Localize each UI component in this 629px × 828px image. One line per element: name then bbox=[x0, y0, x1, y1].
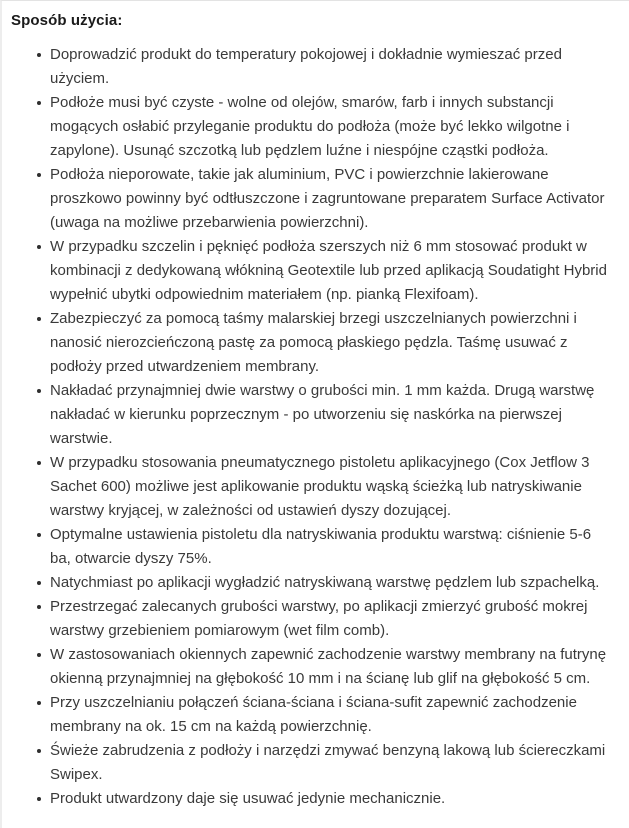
list-item bbox=[2, 307, 615, 379]
usage-instructions-list bbox=[2, 31, 629, 811]
bullet-icon bbox=[37, 749, 41, 753]
list-item-text: Produkt utwardzony daje się usuwać jedynie mechanicznie. bbox=[50, 790, 446, 807]
bullet-icon bbox=[37, 173, 41, 177]
list-item bbox=[2, 787, 615, 811]
list-item-text: W przypadku stosowania pneumatycznego pistoletu aplikacyjnego (Cox Jetflow 3 Sachet 600) możliwe jest aplikowanie produktu wąską ścieżką lub natryskiwanie warstwy kryjącej, w zależności od ustawień dyszy dozującej. bbox=[50, 454, 590, 519]
bullet-icon bbox=[37, 317, 41, 321]
list-item-text: Przy uszczelnianiu połączeń ściana-ściana i ściana-sufit zapewnić zachodzenie membrany na ok. 15 cm na każdą powierzchnię. bbox=[50, 694, 577, 735]
list-item bbox=[2, 691, 615, 739]
bullet-icon bbox=[37, 245, 41, 249]
list-item-text: W przypadku szczelin i pęknięć podłoża szerszych niż 6 mm stosować produkt w kombinacji z dedykowaną włókniną Geotextile lub przed aplikacją Soudatight Hybrid wypełnić ubytki odpowiednim materiałem (np. pianką Flexifoam). bbox=[50, 238, 607, 303]
list-item-text: Natychmiast po aplikacji wygładzić natryskiwaną warstwę pędzlem lub szpachelką. bbox=[50, 574, 600, 591]
list-item bbox=[2, 163, 615, 235]
list-item bbox=[2, 643, 615, 691]
bullet-icon bbox=[37, 101, 41, 105]
bullet-icon bbox=[37, 605, 41, 609]
bullet-icon bbox=[37, 389, 41, 393]
list-item-text: W zastosowaniach okiennych zapewnić zachodzenie warstwy membrany na futrynę okienną przynajmniej na głębokość 10 mm i na ścianę lub glif na głębokość 5 cm. bbox=[50, 646, 607, 687]
list-item-text: Doprowadzić produkt do temperatury pokojowej i dokładnie wymieszać przed użyciem. bbox=[50, 46, 562, 87]
list-item bbox=[2, 571, 615, 595]
bullet-icon bbox=[37, 461, 41, 465]
bullet-icon bbox=[37, 53, 41, 57]
list-item bbox=[2, 91, 615, 163]
list-item bbox=[2, 43, 615, 91]
list-item-text: Nakładać przynajmniej dwie warstwy o grubości min. 1 mm każda. Drugą warstwę nakładać w kierunku poprzecznym - po utworzeniu się naskórka na pierwszej warstwie. bbox=[50, 382, 595, 447]
list-item-text: Podłoża nieporowate, takie jak aluminium, PVC i powierzchnie lakierowane proszkowo powinny być odtłuszczone i zagruntowane preparatem Surface Activator (uwaga na możliwe przebarwienia powierzchni). bbox=[50, 166, 605, 231]
list-item-text: Przestrzegać zalecanych grubości warstwy, po aplikacji zmierzyć grubość mokrej warstwy grzebieniem pomiarowym (wet film comb). bbox=[50, 598, 588, 639]
list-item bbox=[2, 739, 615, 787]
list-item bbox=[2, 235, 615, 307]
list-item bbox=[2, 595, 615, 643]
list-item-text: Podłoże musi być czyste - wolne od olejów, smarów, farb i innych substancji mogących osłabić przyleganie produktu do podłoża (może być lekko wilgotne i zapylone). Usunąć szczotką lub pędzlem luźne i niespójne cząstki podłoża. bbox=[50, 94, 570, 159]
bullet-icon bbox=[37, 653, 41, 657]
bullet-icon bbox=[37, 797, 41, 801]
list-item bbox=[2, 379, 615, 451]
list-item-text: Optymalne ustawienia pistoletu dla natryskiwania produktu warstwą: ciśnienie 5-6 ba, otwarcie dyszy 75%. bbox=[50, 526, 592, 567]
page-title: Sposób użycia: bbox=[11, 12, 123, 29]
bullet-icon bbox=[37, 533, 41, 537]
bullet-icon bbox=[37, 701, 41, 705]
list-item-text: Zabezpieczyć za pomocą taśmy malarskiej brzegi uszczelnianych powierzchni i nanosić nierozcieńczoną pastę za pomocą płaskiego pędzla. Taśmę usuwać z podłoży przed utwardzeniem membrany. bbox=[50, 310, 577, 375]
list-item bbox=[2, 451, 615, 523]
list-item-text: Świeże zabrudzenia z podłoży i narzędzi zmywać benzyną lakową lub ściereczkami Swipex. bbox=[50, 742, 606, 783]
list-item bbox=[2, 523, 615, 571]
bullet-icon bbox=[37, 581, 41, 585]
